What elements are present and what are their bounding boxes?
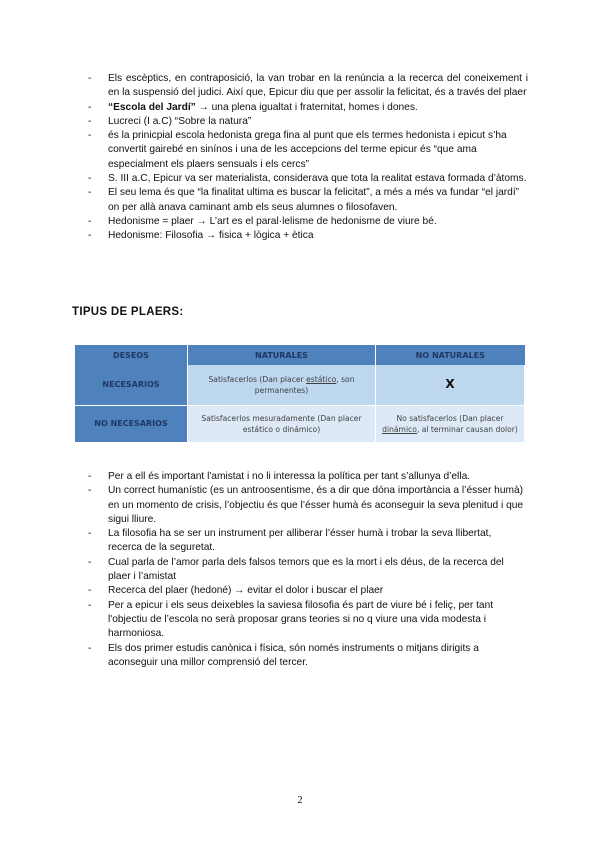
bullet-list-epicur (88, 72, 528, 244)
table-header-row (75, 345, 525, 365)
cell-no-necesarios-naturales: Satisfacerlos mesuradamente (Dan placer estático o dinámico) (188, 405, 376, 442)
cell-no-necesarios-no-naturales: No satisfacerlos (Dan placer dinámico, al terminar causan dolor) (376, 405, 525, 442)
list-item: - Cual parla de l’amor parla dels falsos temors que es la mort i els déus, de la recerca del plaer i l’amistat (88, 556, 528, 585)
bullet-list-philosophy (88, 470, 528, 670)
list-item: - El seu lema és que “la finalitat ultima es buscar la felicitat”, a més a més va fundar “el jardí” on per allà anava caminant amb els seus alumnes o filosofaven. (88, 186, 528, 215)
list-item: - S. III a.C, Epicur va ser materialista, considerava que tota la realitat estava formada d’àtoms. (88, 172, 528, 186)
page-number: 2 (297, 795, 303, 806)
list-item: - “Escola del Jardí” → una plena igualtat i fraternitat, homes i dones. (88, 101, 528, 115)
table-row (75, 405, 525, 442)
list-item: - Un correct humanístic (es un antroosentisme, és a dir que dóna importància a l’ésser humà) en un momento de crisis, l’objectiu és que l’ésser humà és aconseguir la seva plenitud i que sigui lliure. (88, 484, 528, 527)
pleasures-table (75, 345, 525, 443)
list-item: - Recerca del plaer (hedoné) → evitar el dolor i buscar el plaer (88, 584, 528, 598)
cell-necesarios-no-naturales: X (376, 365, 525, 405)
section-heading: TIPUS DE PLAERS: (72, 306, 184, 318)
list-item: - Hedonisme = plaer → L’art es el paral·lelisme de hedonisme de viure bé. (88, 215, 528, 229)
list-item: - La filosofia ha se ser un instrument per alliberar l’ésser humà i trobar la seva llibertat, recerca de la seguretat. (88, 527, 528, 556)
list-item: - Els escèptics, en contraposició, la van trobar en la renúncia a la recerca del coneixement i en la suspensió del judici. Així que, Epicur diu que per assolir la felicitat, és a través del plaer (88, 72, 528, 101)
header-deseos: DESEOS (75, 345, 188, 365)
escola-del-jardi-bold: “Escola del Jardí” (108, 101, 196, 113)
header-no-naturales: NO NATURALES (376, 345, 525, 365)
list-item: - Per a epicur i els seus deixebles la saviesa filosofia és part de viure bé i feliç, per tant l'objectiu de l’escola no serà proposar grans teories si no q viure una vida modesta i harmoniosa. (88, 599, 528, 642)
list-item: - Hedonisme: Filosofia → fisica + lògica + ètica (88, 229, 528, 243)
table-row (75, 365, 525, 405)
list-item: - Els dos primer estudis canònica i física, són només instruments o mitjans dirigits a aconseguir una millor comprensió del tercer. (88, 642, 528, 671)
list-item: - Lucreci (I a.C) “Sobre la natura” (88, 115, 528, 129)
row-label-necesarios: NECESARIOS (75, 365, 188, 405)
cell-necesarios-naturales: Satisfacerlos (Dan placer estático, son permanentes) (188, 365, 376, 405)
header-naturales: NATURALES (188, 345, 376, 365)
list-item: - Per a ell és important l'amistat i no li interessa la política per tant s’allunya d’ella. (88, 470, 528, 484)
row-label-no-necesarios: NO NECESARIOS (75, 405, 188, 442)
list-item: - és la prinicpial escola hedonista grega fina al punt que els termes hedonista i epicut s’ha convertit gairebé en sinínos i una de les accepcions del terme epicur és “que ama especialment els plaers sensuals i els cercs” (88, 129, 528, 172)
